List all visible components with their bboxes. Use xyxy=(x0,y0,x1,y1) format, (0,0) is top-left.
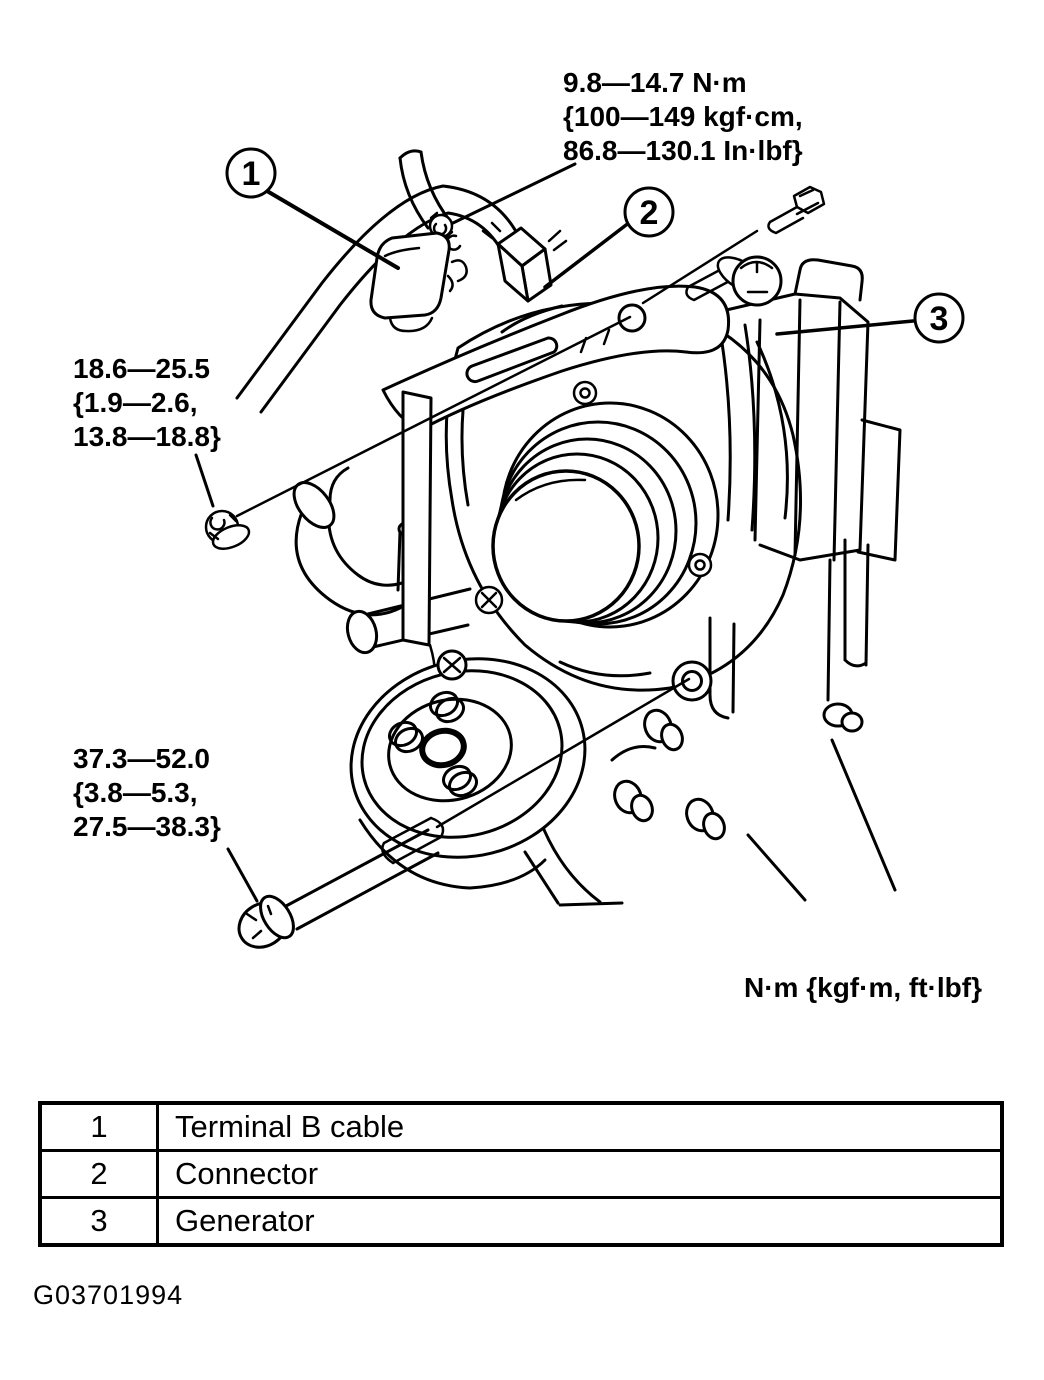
torque-line: {1.9—2.6, xyxy=(73,387,198,418)
legend-label: Connector xyxy=(175,1156,319,1191)
legend-number: 2 xyxy=(42,1152,159,1196)
pivot-bolt xyxy=(231,818,443,956)
svg-text:1: 1 xyxy=(241,155,261,193)
leader-callout-3 xyxy=(777,321,913,334)
torque-line: 86.8—130.1 In·lbf} xyxy=(563,135,803,166)
leader-bolt-torque xyxy=(228,849,257,901)
unit-note: N·m {kgf·m, ft·lbf} xyxy=(744,972,982,1003)
legend-number: 1 xyxy=(42,1105,159,1149)
bracket-nut xyxy=(206,511,252,553)
torque-line: {3.8—5.3, xyxy=(73,777,198,808)
legend-label: Terminal B cable xyxy=(175,1109,405,1144)
legend-number: 3 xyxy=(42,1199,159,1243)
svg-text:3: 3 xyxy=(929,300,949,338)
legend-row xyxy=(42,1152,1000,1199)
legend-label: Generator xyxy=(175,1203,315,1238)
legend-row xyxy=(42,1199,1000,1243)
callout-1 xyxy=(227,149,275,197)
connector-body xyxy=(483,223,566,301)
svg-text:2: 2 xyxy=(639,194,659,232)
torque-label-bracket-nut xyxy=(73,352,221,454)
torque-line: 27.5—38.3} xyxy=(73,811,221,842)
lower-mount-hole xyxy=(673,662,711,700)
callout-2 xyxy=(625,188,673,236)
coolant-pipes xyxy=(286,468,470,656)
top-bolt xyxy=(768,187,824,233)
leader-nut-torque xyxy=(196,455,213,506)
terminal-b-boot xyxy=(371,233,449,331)
torque-line: 18.6—25.5 xyxy=(73,353,210,384)
torque-line: 13.8—18.8} xyxy=(73,421,221,452)
torque-line: {100—149 kgf·cm, xyxy=(563,101,803,132)
torque-line: 37.3—52.0 xyxy=(73,743,210,774)
leader-callout-1 xyxy=(267,191,398,268)
flange-bolt xyxy=(686,250,781,305)
legend-table xyxy=(38,1101,1004,1247)
torque-line: 9.8—14.7 N·m xyxy=(563,67,747,98)
torque-label-terminal xyxy=(563,66,803,168)
figure-code: G03701994 xyxy=(33,1280,184,1310)
callout-3 xyxy=(915,294,963,342)
legend-row xyxy=(42,1105,1000,1152)
torque-label-pivot-bolt xyxy=(73,742,221,844)
